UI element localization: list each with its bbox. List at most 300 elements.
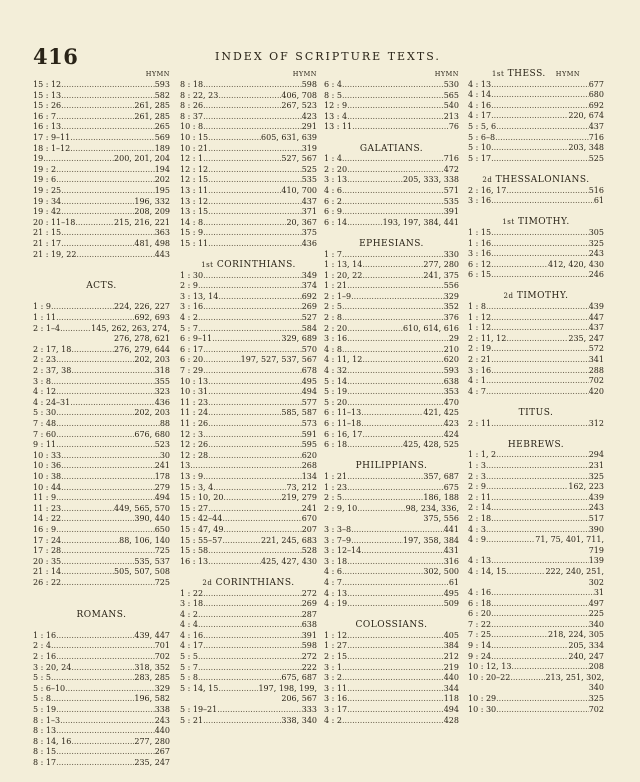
scripture-reference: 5 : 19 — [33, 705, 57, 715]
dot-leader — [496, 122, 589, 133]
hymn-numbers: 357, 687 — [423, 471, 459, 481]
dot-leader — [347, 387, 444, 398]
hymn-numbers: 495 — [301, 376, 317, 386]
dot-leader — [61, 536, 119, 547]
dot-leader — [61, 101, 134, 112]
dot-leader — [342, 186, 444, 197]
dot-leader — [347, 557, 444, 568]
index-entry — [180, 599, 317, 610]
hymn-numbers: 202, 203 — [134, 355, 170, 365]
hymn-numbers: 221, 245, 683 — [261, 535, 317, 545]
hymn-numbers: 620 — [443, 355, 459, 365]
scripture-reference: 2 : 3 — [468, 471, 486, 481]
index-entry — [324, 366, 459, 377]
dot-leader — [351, 292, 444, 303]
scripture-reference: 6 : 12 — [468, 259, 492, 269]
index-entry — [33, 758, 170, 769]
hymn-numbers: 680 — [588, 90, 604, 100]
hymn-numbers: 202, 203 — [134, 408, 170, 418]
dot-leader — [347, 281, 444, 292]
scripture-reference: 2 : 11 — [468, 492, 492, 502]
index-entry — [33, 218, 170, 229]
dot-leader — [222, 514, 301, 525]
hymn-numbers: 329 — [154, 683, 170, 693]
hymn-numbers: 277, 280 — [134, 736, 170, 746]
index-entry — [324, 334, 459, 345]
dot-leader — [361, 408, 423, 419]
dot-leader — [56, 758, 134, 769]
hymn-numbers: 725 — [154, 546, 170, 556]
dot-leader — [60, 324, 91, 335]
hymn-numbers: 269 — [301, 302, 317, 312]
dot-leader — [203, 589, 302, 600]
hymn-numbers: 391 — [443, 207, 459, 217]
hymn-numbers: 118 — [443, 694, 459, 704]
scripture-reference: 4 : 4 — [180, 620, 198, 630]
scripture-reference: 15 : 47, 49 — [180, 524, 224, 534]
index-entry — [33, 207, 170, 218]
scripture-reference: 15 : 55–57 — [180, 535, 223, 545]
dot-leader — [491, 260, 548, 271]
hymn-numbers: 333 — [301, 705, 317, 715]
dot-leader — [51, 302, 114, 313]
hymn-numbers: 208, 209 — [134, 207, 170, 217]
index-entry — [468, 609, 604, 620]
dot-leader — [198, 673, 281, 684]
hymn-numbers: 162, 223 — [568, 482, 604, 492]
hymn-numbers: 620 — [301, 450, 317, 460]
scripture-reference: 2 : 9 — [180, 281, 198, 291]
hymn-numbers: 494 — [154, 493, 170, 503]
scripture-reference: 7 : 25 — [468, 630, 492, 640]
book-heading-title: EPHESIANS. — [359, 238, 424, 249]
index-entry — [180, 610, 317, 621]
spacer — [180, 567, 317, 578]
index-entry — [468, 419, 604, 430]
hymn-numbers: 725 — [154, 577, 170, 587]
index-entry — [180, 101, 317, 112]
dot-leader — [71, 366, 154, 377]
dot-leader — [208, 133, 261, 144]
dot-leader — [203, 366, 302, 377]
hymn-numbers: 495 — [443, 588, 459, 598]
dot-leader — [61, 472, 155, 483]
scripture-reference: 2 : 1–4 — [33, 323, 61, 333]
dot-leader — [203, 218, 286, 229]
hymn-numbers: 231 — [588, 460, 604, 470]
scripture-reference: 13 : 12 — [180, 196, 209, 206]
index-entry — [468, 366, 604, 377]
hymn-numbers: 196, 582 — [134, 694, 170, 704]
index-entry — [33, 514, 170, 525]
hymn-numbers: 525 — [301, 164, 317, 174]
hymn-numbers: 276, 279, 644 — [114, 344, 170, 354]
dot-leader — [56, 419, 160, 430]
hymn-numbers: 178 — [154, 471, 170, 481]
hymn-numbers: 525 — [588, 153, 604, 163]
index-entry — [324, 80, 459, 91]
dot-leader — [208, 451, 302, 462]
index-column-3 — [324, 69, 459, 726]
hymn-numbers: 692 — [301, 291, 317, 301]
hymn-numbers: 570 — [301, 344, 317, 354]
dot-leader — [342, 578, 449, 589]
book-heading — [468, 217, 604, 228]
hymn-numbers: 675 — [443, 482, 459, 492]
index-entry — [324, 165, 459, 176]
hymn-numbers: 363 — [154, 228, 170, 238]
scripture-reference: 15 : 3, 4 — [180, 482, 214, 492]
index-entry — [324, 175, 459, 186]
scripture-reference: 5 : 21 — [180, 715, 204, 725]
hymn-numbers: 145, 262, 263, 274, — [91, 323, 170, 333]
dot-leader — [203, 641, 302, 652]
hymn-numbers: 591 — [301, 429, 317, 439]
dot-leader — [491, 493, 589, 504]
scripture-reference: 4 : 2 — [180, 609, 198, 619]
dot-leader — [61, 514, 134, 525]
book-heading-title: COLOSSIANS. — [355, 620, 428, 631]
hymn-numbers: 243 — [588, 503, 604, 513]
scripture-reference: 2 : 20 — [324, 164, 348, 174]
hymn-numbers: 481, 498 — [134, 238, 170, 248]
index-entry — [180, 705, 317, 716]
dot-leader — [190, 461, 302, 472]
index-entry — [324, 154, 459, 165]
index-entry — [468, 260, 604, 271]
index-entry — [33, 239, 170, 250]
dot-leader — [511, 662, 588, 673]
index-entry — [180, 281, 317, 292]
book-heading — [324, 239, 459, 250]
index-entry — [324, 546, 459, 557]
book-heading-title: GALATIANS. — [359, 143, 424, 154]
scripture-reference: 10 : 30 — [468, 704, 497, 714]
hymn-numbers: 338, 340 — [281, 715, 317, 725]
index-entry — [468, 80, 604, 91]
scripture-reference: 3 : 17 — [324, 705, 348, 715]
scripture-reference: 5 : 7 — [180, 323, 198, 333]
hymn-numbers: 528 — [301, 546, 317, 556]
index-entry — [468, 514, 604, 525]
dot-leader — [61, 483, 155, 494]
scripture-reference: 4 : 11, 12 — [324, 355, 363, 365]
index-entry — [324, 631, 459, 642]
index-entry — [468, 111, 604, 122]
hymn-numbers: 267, 523 — [281, 101, 317, 111]
scripture-reference: 5 : 14, 15 — [180, 683, 219, 693]
scripture-reference: 16 : 13 — [33, 122, 62, 132]
dot-leader — [56, 313, 134, 324]
hymn-numbers: 384 — [443, 641, 459, 651]
index-entry-continuation — [324, 514, 459, 525]
index-entry — [33, 366, 170, 377]
scripture-reference: 6 : 17 — [180, 344, 204, 354]
book-heading-title: ACTS. — [86, 281, 117, 292]
dot-leader — [61, 567, 114, 578]
scripture-reference: 4 : 6 — [324, 185, 342, 195]
hymn-numbers: 31 — [593, 588, 604, 598]
scripture-reference: 4 : 7 — [468, 386, 486, 396]
dot-leader — [70, 133, 154, 144]
index-entry — [33, 197, 170, 208]
index-entry — [180, 514, 317, 525]
dot-leader — [203, 101, 281, 112]
hymn-numbers: 374 — [301, 281, 317, 291]
hymn-numbers: 193, 197, 384, 441 — [382, 217, 459, 227]
hymn-numbers: 449, 565, 570 — [114, 503, 170, 513]
scripture-reference: 10 : 36 — [33, 461, 62, 471]
scripture-reference: 11 : 26 — [180, 419, 209, 428]
index-entry — [180, 345, 317, 356]
index-entry — [33, 133, 170, 144]
hymn-numbers: 268 — [301, 461, 317, 471]
dot-leader — [198, 663, 302, 674]
hymn-numbers: 530 — [443, 80, 459, 89]
index-entry — [324, 91, 459, 102]
index-entry — [180, 133, 317, 144]
dot-leader — [491, 419, 589, 430]
hymn-numbers: 241, 375 — [423, 270, 459, 280]
dot-leader — [56, 355, 134, 366]
hymn-numbers: 88 — [159, 419, 170, 428]
scripture-reference: 6 : 20 — [180, 355, 204, 365]
index-entry — [324, 377, 459, 388]
book-heading-ordinal: 1st — [502, 218, 515, 227]
dot-leader — [208, 419, 302, 430]
index-entry — [180, 387, 317, 398]
index-entry — [180, 546, 317, 557]
hymn-numbers: 241 — [301, 503, 317, 513]
hymn-numbers: 556 — [443, 281, 459, 291]
dot-leader — [352, 122, 449, 133]
index-entry — [180, 419, 317, 430]
hymn-numbers: 241 — [154, 461, 170, 471]
index-entry — [33, 91, 170, 102]
index-entry — [324, 684, 459, 695]
scripture-reference: 4 : 3 — [468, 524, 486, 534]
hymn-numbers: 291 — [301, 122, 317, 132]
index-entry — [180, 228, 317, 239]
book-heading-ordinal: 1st — [201, 261, 214, 270]
spacer — [324, 451, 459, 462]
dot-leader — [491, 599, 589, 610]
index-entry — [33, 302, 170, 313]
hymn-numbers: 197, 198, 199, — [258, 683, 317, 693]
hymn-numbers: 134 — [301, 471, 317, 481]
scripture-reference: 2 : 9 — [468, 482, 486, 492]
hymn-numbers: 212 — [443, 652, 459, 662]
index-entry — [468, 90, 604, 101]
dot-leader — [486, 461, 589, 472]
hymn-numbers: 261, 285 — [134, 101, 170, 111]
scripture-reference: 8 : 13 — [33, 726, 57, 736]
hymn-numbers: 213, 251, 302, — [545, 672, 604, 682]
book-heading-title: TITUS. — [518, 408, 554, 418]
scripture-reference: 13 : 11 — [324, 122, 353, 132]
hymn-numbers: 702 — [154, 652, 170, 662]
hymn-numbers: 505, 507, 508 — [114, 567, 170, 577]
dot-leader — [491, 503, 589, 514]
hymn-numbers: 470 — [443, 397, 459, 407]
spacer — [468, 397, 604, 408]
index-entry — [33, 250, 170, 261]
index-entry — [468, 588, 604, 599]
scripture-reference: 11 : 23 — [33, 503, 62, 513]
dot-leader — [342, 493, 423, 504]
scripture-reference: 6 : 4 — [324, 80, 342, 89]
index-entry — [468, 556, 604, 567]
scripture-reference: 4 : 13 — [468, 556, 492, 566]
dot-leader — [491, 630, 548, 641]
index-entry — [468, 599, 604, 610]
index-entry — [324, 599, 459, 610]
hymn-numbers: 638 — [443, 376, 459, 386]
dot-leader — [347, 440, 403, 451]
hymn-numbers: 267 — [154, 747, 170, 757]
hymn-numbers: 540 — [443, 101, 459, 111]
index-entry — [180, 673, 317, 684]
index-entry — [33, 186, 170, 197]
scripture-reference: 15 : 12 — [33, 80, 62, 89]
hymn-numbers: 98, 234, 336, — [405, 503, 459, 513]
index-entry — [33, 726, 170, 737]
index-entry — [324, 716, 459, 727]
hymn-numbers: 441 — [443, 524, 459, 534]
index-entry — [468, 143, 604, 154]
hymn-numbers: 276, 278, 621 — [114, 334, 170, 344]
index-entry — [33, 546, 170, 557]
scripture-reference: 3 : 7–9 — [324, 535, 352, 545]
scripture-reference: 1 : 12 — [468, 312, 492, 322]
index-entry — [33, 355, 170, 366]
dot-leader — [491, 620, 589, 631]
hymn-numbers: 261, 285 — [134, 111, 170, 121]
scripture-reference: 15 : 10, 20 — [180, 493, 224, 503]
scripture-reference: 19 : 34 — [33, 196, 62, 206]
book-heading-title: THESSALONIANS. — [495, 174, 590, 185]
hymn-numbers: 702 — [588, 376, 604, 386]
dot-leader — [342, 91, 444, 102]
scripture-reference: 11 : 24 — [180, 408, 209, 418]
index-entry — [180, 430, 317, 441]
index-entry — [324, 281, 459, 292]
scripture-reference: 2 : 19 — [468, 344, 492, 354]
dot-leader — [56, 493, 155, 504]
hymn-numbers: 272 — [301, 652, 317, 662]
scripture-reference: 3 : 16 — [324, 334, 348, 344]
hymn-numbers: 571 — [443, 185, 459, 195]
hymn-numbers: 375 — [301, 228, 317, 238]
index-entry — [33, 483, 170, 494]
scripture-reference: 10 : 33 — [33, 450, 62, 460]
index-entry — [324, 313, 459, 324]
dot-leader — [351, 536, 403, 547]
index-entry — [33, 705, 170, 716]
index-entry — [468, 101, 604, 112]
scripture-reference: 2 : 17, 18 — [33, 344, 72, 354]
dot-leader — [208, 186, 281, 197]
hymn-numbers: 73, 212 — [286, 482, 317, 492]
hymn-numbers: 421, 425 — [423, 408, 459, 418]
scripture-reference: 2 : 20 — [324, 323, 348, 333]
dot-leader — [56, 726, 155, 737]
index-entry — [180, 112, 317, 123]
scripture-reference: 19 — [33, 154, 44, 164]
scripture-reference: 15 : 58 — [180, 546, 209, 556]
dot-leader — [61, 186, 155, 197]
scripture-reference: 21 : 17 — [33, 238, 62, 248]
scripture-reference: 6 : 20 — [468, 609, 492, 619]
index-entry — [33, 440, 170, 451]
hymn-column-label: HYMN — [434, 70, 459, 78]
dot-leader — [491, 239, 589, 250]
book-heading-title: PHILIPPIANS. — [355, 461, 428, 472]
hymn-numbers: 76 — [448, 122, 459, 132]
scripture-reference: 3 : 12–14 — [324, 546, 362, 556]
hymn-numbers: 325 — [588, 238, 604, 248]
dot-leader — [56, 387, 155, 398]
hymn-numbers: 443 — [154, 249, 170, 259]
scripture-reference: 4 : 12 — [33, 387, 57, 397]
scripture-reference: 6 : 9 — [324, 207, 342, 217]
scripture-reference: 4 : 9 — [468, 535, 486, 545]
dot-leader — [491, 313, 589, 324]
hymn-numbers: 200, 201, 204 — [114, 154, 170, 164]
scripture-reference: 5 : 19–21 — [180, 705, 218, 715]
scripture-reference: 12 : 3 — [180, 429, 204, 439]
hymn-numbers: 341 — [588, 355, 604, 365]
scripture-reference: 2 : 11, 12 — [468, 333, 507, 343]
index-entry — [33, 175, 170, 186]
scripture-reference: 10 : 20–22 — [468, 672, 511, 682]
hymn-numbers: 330 — [443, 249, 459, 259]
hymn-numbers: 288 — [588, 365, 604, 375]
index-entry — [468, 662, 604, 673]
dot-leader — [486, 482, 568, 493]
index-entry — [180, 536, 317, 547]
dot-leader — [51, 673, 134, 684]
dot-leader — [347, 165, 444, 176]
dot-leader — [208, 557, 261, 568]
dot-leader — [223, 525, 301, 536]
index-entry — [324, 430, 459, 441]
index-entry — [324, 694, 459, 705]
index-entry — [468, 503, 604, 514]
index-entry — [468, 249, 604, 260]
dot-leader — [357, 504, 405, 515]
index-entry — [468, 228, 604, 239]
scripture-reference: 17 : 9–11 — [33, 132, 71, 142]
hymn-numbers: 573 — [301, 419, 317, 428]
spacer — [468, 207, 604, 218]
scripture-reference: 4 : 13 — [468, 79, 492, 89]
dot-leader — [56, 631, 134, 642]
hymn-numbers: 610, 614, 616 — [403, 323, 459, 333]
dot-leader — [491, 143, 568, 154]
index-entry — [324, 387, 459, 398]
index-entry — [468, 472, 604, 483]
dot-leader — [203, 122, 302, 133]
index-entry — [324, 218, 459, 229]
hymn-numbers: 302 — [588, 577, 604, 587]
scripture-reference: 5 : 20 — [324, 397, 348, 407]
book-heading — [33, 610, 170, 621]
book-heading — [468, 69, 604, 80]
spacer — [468, 429, 604, 440]
scripture-reference: 8 : 5 — [324, 90, 342, 100]
hymn-numbers: 287 — [301, 609, 317, 619]
